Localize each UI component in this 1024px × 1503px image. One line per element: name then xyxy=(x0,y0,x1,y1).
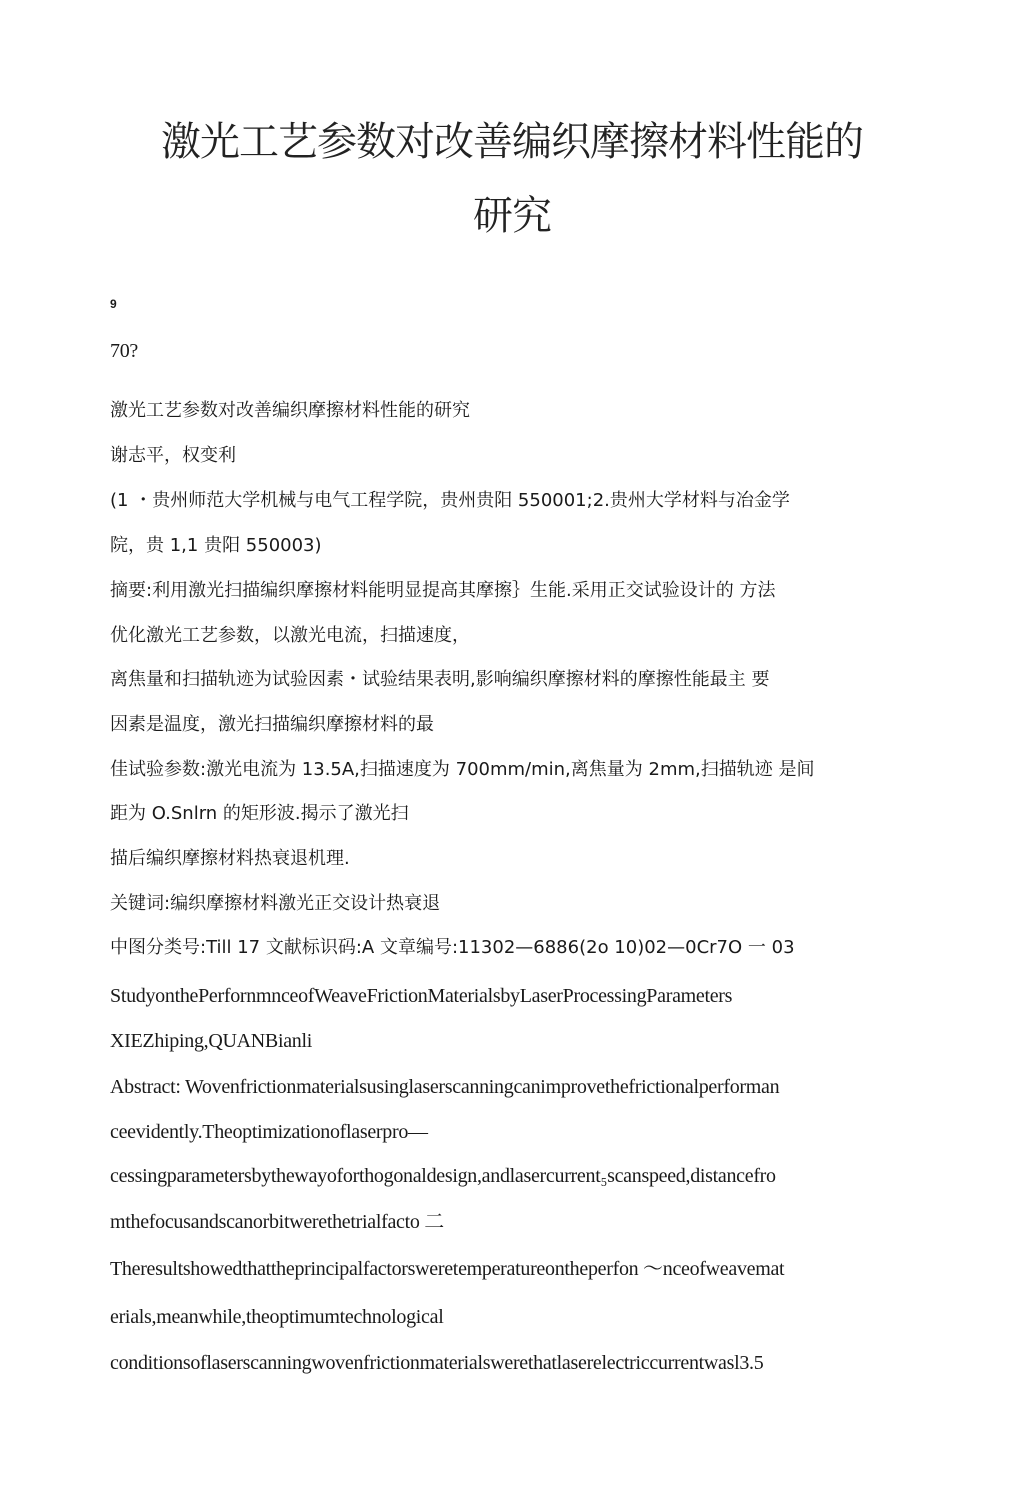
abstract-en-line-5: Theresultshowedthattheprincipalfactorsweretemperatureontheperfon ～nceofweavemat xyxy=(110,1258,785,1280)
title-line-2: 研究 xyxy=(473,193,551,239)
abstract-en-line-4: mthefocusandscanorbitwerethetrialfacto 二 xyxy=(110,1211,444,1233)
page-marker: 9 xyxy=(110,297,117,311)
article-title: 激光工艺参数对改善编织摩擦材料性能的研究 xyxy=(110,400,470,421)
keywords-cn: 关键词:编织摩擦材料激光正交设计热衰退 xyxy=(110,893,441,914)
abstract-cn-line-7: 描后编织摩擦材料热衰退机理. xyxy=(110,848,350,869)
abstract-en-line-3: cessingparametersbythewayoforthogonaldesign,andlasercurrent₅scanspeed,distancefro xyxy=(110,1165,776,1187)
abstract-cn-line-5: 佳试验参数:激光电流为 13.5A,扫描速度为 700mm/min,离焦量为 2mm,扫描轨迹 是间 xyxy=(110,759,815,780)
page-reference: 70? xyxy=(110,340,138,362)
abstract-cn-line-6: 距为 O.Snlrn 的矩形波.揭示了激光扫 xyxy=(110,803,409,824)
title-line-1: 激光工艺参数对改善编织摩擦材料性能的 xyxy=(161,119,863,165)
classification-line: 中图分类号:Till 17 文献标识码:A 文章编号:11302—6886(2o 10)02—0Cr7O 一 03 xyxy=(110,937,795,958)
abstract-cn-line-4: 因素是温度，激光扫描编织摩擦材料的最 xyxy=(110,714,434,735)
abstract-en-line-2: ceevidently.Theoptimizationoflaserpro— xyxy=(110,1121,428,1143)
abstract-en-line-6: erials,meanwhile,theoptimumtechnological xyxy=(110,1306,444,1328)
abstract-cn-line-1: 摘要:利用激光扫描编织摩擦材料能明显提高其摩擦｝生能.采用正交试验设计的 方法 xyxy=(110,580,776,601)
abstract-en-line-1: Abstract: Wovenfrictionmaterialsusinglaserscanningcanimprovethefrictionalperforman xyxy=(110,1076,780,1098)
affiliation-line-1: (1 ・贵州师范大学机械与电气工程学院，贵州贵阳 550001;2.贵州大学材料与冶金学 xyxy=(110,490,790,511)
affiliation-line-2: 院，贵 1,1 贵阳 550003) xyxy=(110,535,322,556)
authors: 谢志平，权变利 xyxy=(110,445,236,466)
abstract-en-line-7: conditionsoflaserscanningwovenfrictionmaterialswerethatlaserelectriccurrentwasl3.5 xyxy=(110,1352,764,1374)
abstract-cn-line-3: 离焦量和扫描轨迹为试验因素・试验结果表明,影响编织摩擦材料的摩擦性能最主 要 xyxy=(110,669,770,690)
english-authors: XIEZhiping,QUANBianli xyxy=(110,1030,313,1052)
english-title: StudyonthePerfornmnceofWeaveFrictionMaterialsbyLaserProcessingParameters xyxy=(110,985,733,1007)
abstract-cn-line-2: 优化激光工艺参数，以激光电流，扫描速度， xyxy=(110,625,470,646)
